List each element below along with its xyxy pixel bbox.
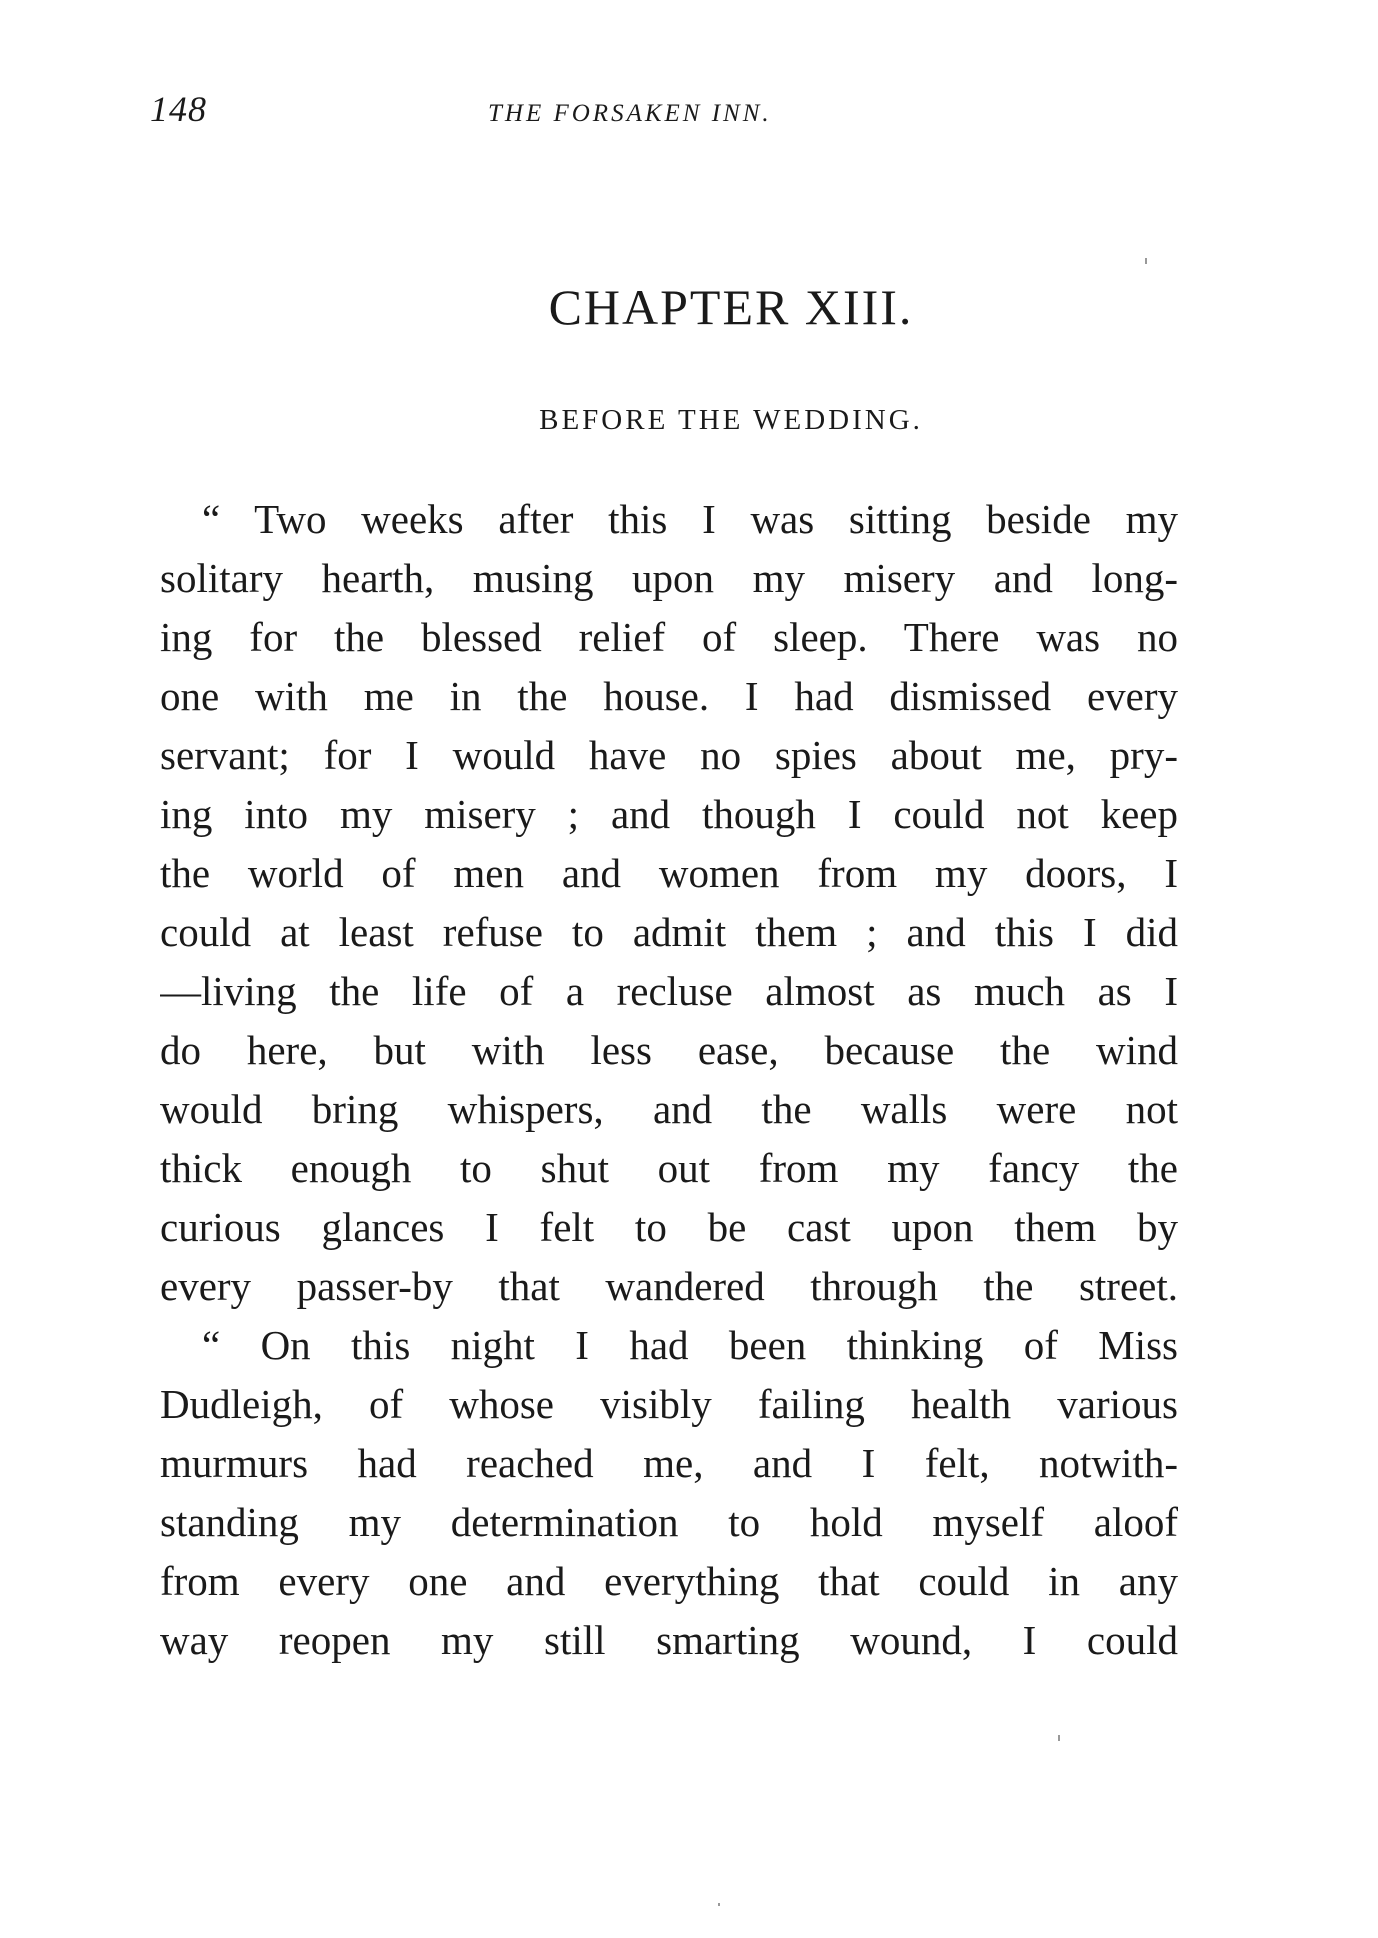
text-line: ing into my misery ; and though I could not keep [160, 791, 1178, 837]
text-line: one with me in the house. I had dismissed every [160, 673, 1178, 719]
text-line: ing for the blessed relief of sleep. There was no [160, 614, 1178, 660]
paper-speck [1145, 258, 1147, 264]
text-line: every passer-by that wandered through the street. [160, 1263, 1178, 1309]
text-line: the world of men and women from my doors, I [160, 850, 1178, 896]
running-header: THE FORSAKEN INN. [488, 100, 772, 127]
text-line: “ Two weeks after this I was sitting beside my [202, 496, 1178, 542]
text-line: thick enough to shut out from my fancy the [160, 1145, 1178, 1191]
paper-speck [718, 1903, 720, 1906]
text-line: solitary hearth, musing upon my misery and long- [160, 555, 1178, 601]
page-number: 148 [150, 89, 207, 129]
text-line: would bring whispers, and the walls were not [160, 1086, 1178, 1132]
text-line: do here, but with less ease, because the wind [160, 1027, 1178, 1073]
text-line: could at least refuse to admit them ; and this I did [160, 909, 1178, 955]
text-line: Dudleigh, of whose visibly failing health various [160, 1381, 1178, 1427]
chapter-subtitle: BEFORE THE WEDDING. [539, 404, 923, 436]
text-line: curious glances I felt to be cast upon them by [160, 1204, 1178, 1250]
body-text [160, 490, 1178, 1670]
text-line: “ On this night I had been thinking of Miss [202, 1322, 1178, 1368]
text-line: servant; for I would have no spies about me, pry- [160, 732, 1178, 778]
paper-speck [1058, 1735, 1060, 1741]
text-line: from every one and everything that could in any [160, 1558, 1178, 1604]
text-line: murmurs had reached me, and I felt, notwith- [160, 1440, 1178, 1486]
text-line: way reopen my still smarting wound, I could [160, 1617, 1178, 1663]
chapter-heading: CHAPTER XIII. [548, 279, 914, 335]
text-line: —living the life of a recluse almost as much as I [160, 968, 1178, 1014]
text-line: standing my determination to hold myself aloof [160, 1499, 1178, 1545]
